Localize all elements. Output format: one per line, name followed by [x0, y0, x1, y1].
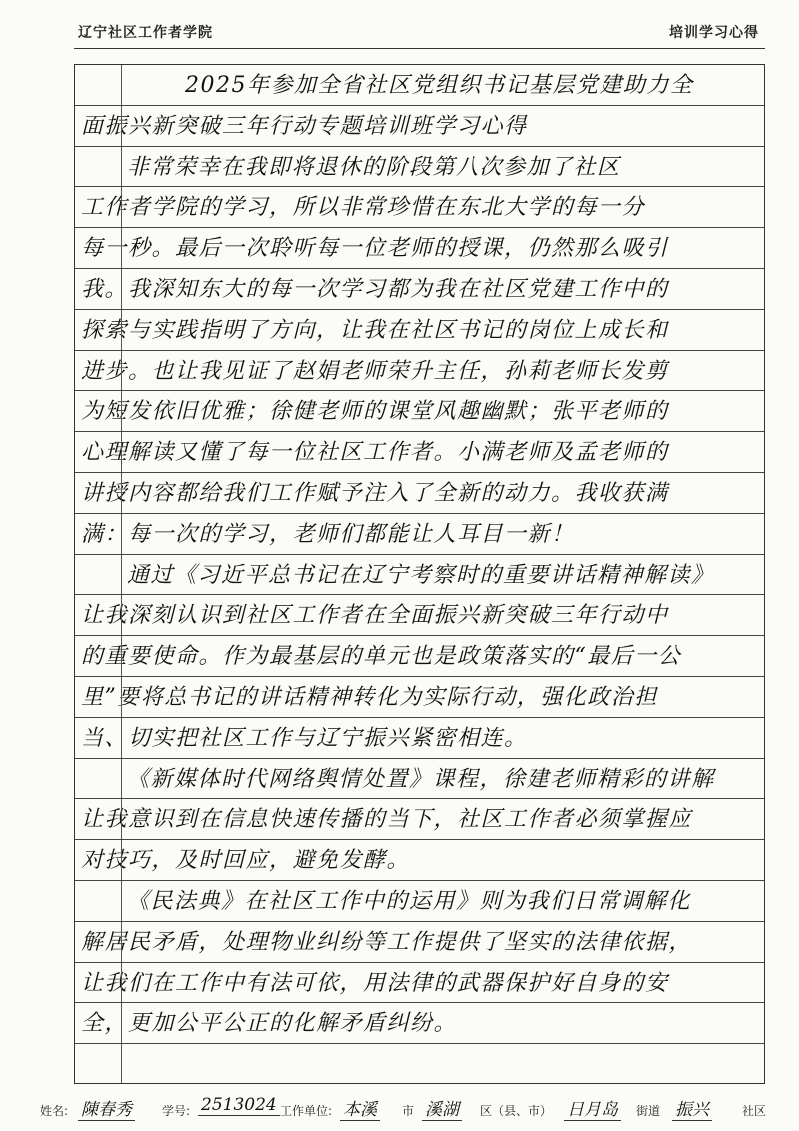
grid-row [75, 65, 764, 106]
essay-line: 为短发依旧优雅；徐健老师的课堂风趣幽默；张平老师的 [81, 399, 669, 425]
grid-cell-divider [121, 1003, 122, 1043]
grid-cell-divider [121, 269, 122, 309]
city-label: 市 [402, 1104, 415, 1118]
essay-line: 满：每一次的学习，老师们都能让人耳目一新！ [81, 521, 575, 547]
essay-line: 让我深刻认识到社区工作者在全面振兴新突破三年行动中 [81, 603, 669, 629]
grid-cell-divider [121, 677, 122, 717]
grid-cell-divider [121, 1044, 122, 1084]
grid-cell-divider [121, 840, 122, 880]
grid-row [75, 799, 764, 840]
essay-line: 解居民矛盾，处理物业纠纷等工作提供了坚实的法律依据， [81, 929, 693, 955]
grid-cell-divider [121, 187, 122, 227]
grid-cell-divider [121, 922, 122, 962]
community-label: 社区 [742, 1104, 767, 1118]
grid-row [75, 228, 764, 269]
essay-line: 里”要将总书记的讲话精神转化为实际行动，强化政治担 [81, 684, 658, 710]
grid-cell-divider [121, 555, 122, 595]
grid-cell-divider [121, 473, 122, 513]
grid-cell-divider [121, 432, 122, 472]
grid-row [75, 187, 764, 228]
grid-cell-divider [121, 351, 122, 391]
grid-row [75, 269, 764, 310]
grid-cell-divider [121, 310, 122, 350]
grid-row [75, 432, 764, 473]
grid-row [75, 677, 764, 718]
name-field[interactable]: 陳春秀 [78, 1095, 135, 1121]
grid-cell-divider [121, 65, 122, 105]
grid-cell-divider [121, 228, 122, 268]
essay-line: 探索与实践指明了方向，让我在社区书记的岗位上成长和 [81, 317, 669, 343]
grid-cell-divider [121, 391, 122, 431]
district-field[interactable]: 溪湖 [422, 1095, 462, 1121]
grid-cell-divider [121, 514, 122, 554]
grid-row [75, 147, 764, 188]
header-doc-type: 培训学习心得 [669, 25, 759, 41]
grid-cell-divider [121, 147, 122, 187]
essay-title-line-1: 2025年参加全省社区党组织书记基层党建助力全 [185, 73, 694, 98]
city-field[interactable]: 本溪 [340, 1095, 380, 1121]
essay-line: 通过《习近平总书记在辽宁考察时的重要讲话精神解读》 [127, 562, 715, 588]
essay-title-line-2: 面振兴新突破三年行动专题培训班学习心得 [81, 113, 528, 139]
grid-row [75, 881, 764, 922]
header-institution: 辽宁社区工作者学院 [78, 25, 213, 41]
district-label: 区（县、市） [480, 1104, 553, 1118]
grid-row [75, 106, 764, 147]
lined-writing-grid [74, 64, 765, 1084]
grid-row [75, 922, 764, 963]
essay-line: 让我们在工作中有法可依，用法律的武器保护好自身的安 [81, 970, 669, 996]
essay-line: 讲授内容都给我们工作赋予注入了全新的动力。我收获满 [81, 480, 669, 506]
essay-line: 我。我深知东大的每一次学习都为我在社区党建工作中的 [81, 276, 669, 302]
essay-line: 对技巧，及时回应，避免发酵。 [81, 848, 411, 874]
header-rule [74, 48, 765, 49]
grid-cell-divider [121, 881, 122, 921]
work-unit-label: 工作单位: [280, 1104, 333, 1118]
grid-row [75, 840, 764, 881]
grid-cell-divider [121, 718, 122, 758]
essay-line: 让我意识到在信息快速传播的当下，社区工作者必须掌握应 [81, 807, 693, 833]
grid-row [75, 1044, 764, 1084]
grid-row [75, 391, 764, 432]
street-field[interactable]: 日月岛 [564, 1095, 621, 1121]
grid-row [75, 718, 764, 759]
grid-row [75, 351, 764, 392]
essay-line: 非常荣幸在我即将退休的阶段第八次参加了社区 [127, 154, 621, 180]
name-label: 姓名: [40, 1104, 69, 1118]
essay-line: 全，更加公平公正的化解矛盾纠纷。 [81, 1011, 458, 1037]
grid-row [75, 963, 764, 1004]
essay-line: 《新媒体时代网络舆情处置》课程，徐建老师精彩的讲解 [127, 766, 715, 792]
grid-cell-divider [121, 963, 122, 1003]
grid-cell-divider [121, 799, 122, 839]
student-id-field[interactable]: 2513024 [198, 1095, 280, 1116]
essay-line: 进步。也让我见证了赵娟老师荣升主任，孙莉老师长发剪 [81, 358, 669, 384]
grid-row [75, 473, 764, 514]
grid-row [75, 555, 764, 596]
essay-line: 《民法典》在社区工作中的运用》则为我们日常调解化 [127, 888, 692, 914]
student-info-footer [40, 1094, 779, 1120]
grid-row [75, 595, 764, 636]
grid-row [75, 310, 764, 351]
grid-row [75, 1003, 764, 1044]
essay-line: 当、切实把社区工作与辽宁振兴紧密相连。 [81, 725, 528, 751]
grid-row [75, 759, 764, 800]
community-field[interactable]: 振兴 [672, 1095, 712, 1121]
essay-line: 每一秒。最后一次聆听每一位老师的授课，仍然那么吸引 [81, 236, 669, 262]
essay-line: 心理解读又懂了每一位社区工作者。小满老师及孟老师的 [81, 440, 669, 466]
grid-row [75, 636, 764, 677]
essay-line: 的重要使命。作为最基层的单元也是政策落实的“最后一公 [81, 644, 682, 670]
grid-cell-divider [121, 636, 122, 676]
grid-row [75, 514, 764, 555]
grid-cell-divider [121, 595, 122, 635]
student-id-label: 学号: [162, 1104, 191, 1118]
essay-line: 工作者学院的学习，所以非常珍惜在东北大学的每一分 [81, 195, 646, 221]
street-label: 街道 [636, 1104, 661, 1118]
grid-cell-divider [121, 106, 122, 146]
grid-cell-divider [121, 759, 122, 799]
